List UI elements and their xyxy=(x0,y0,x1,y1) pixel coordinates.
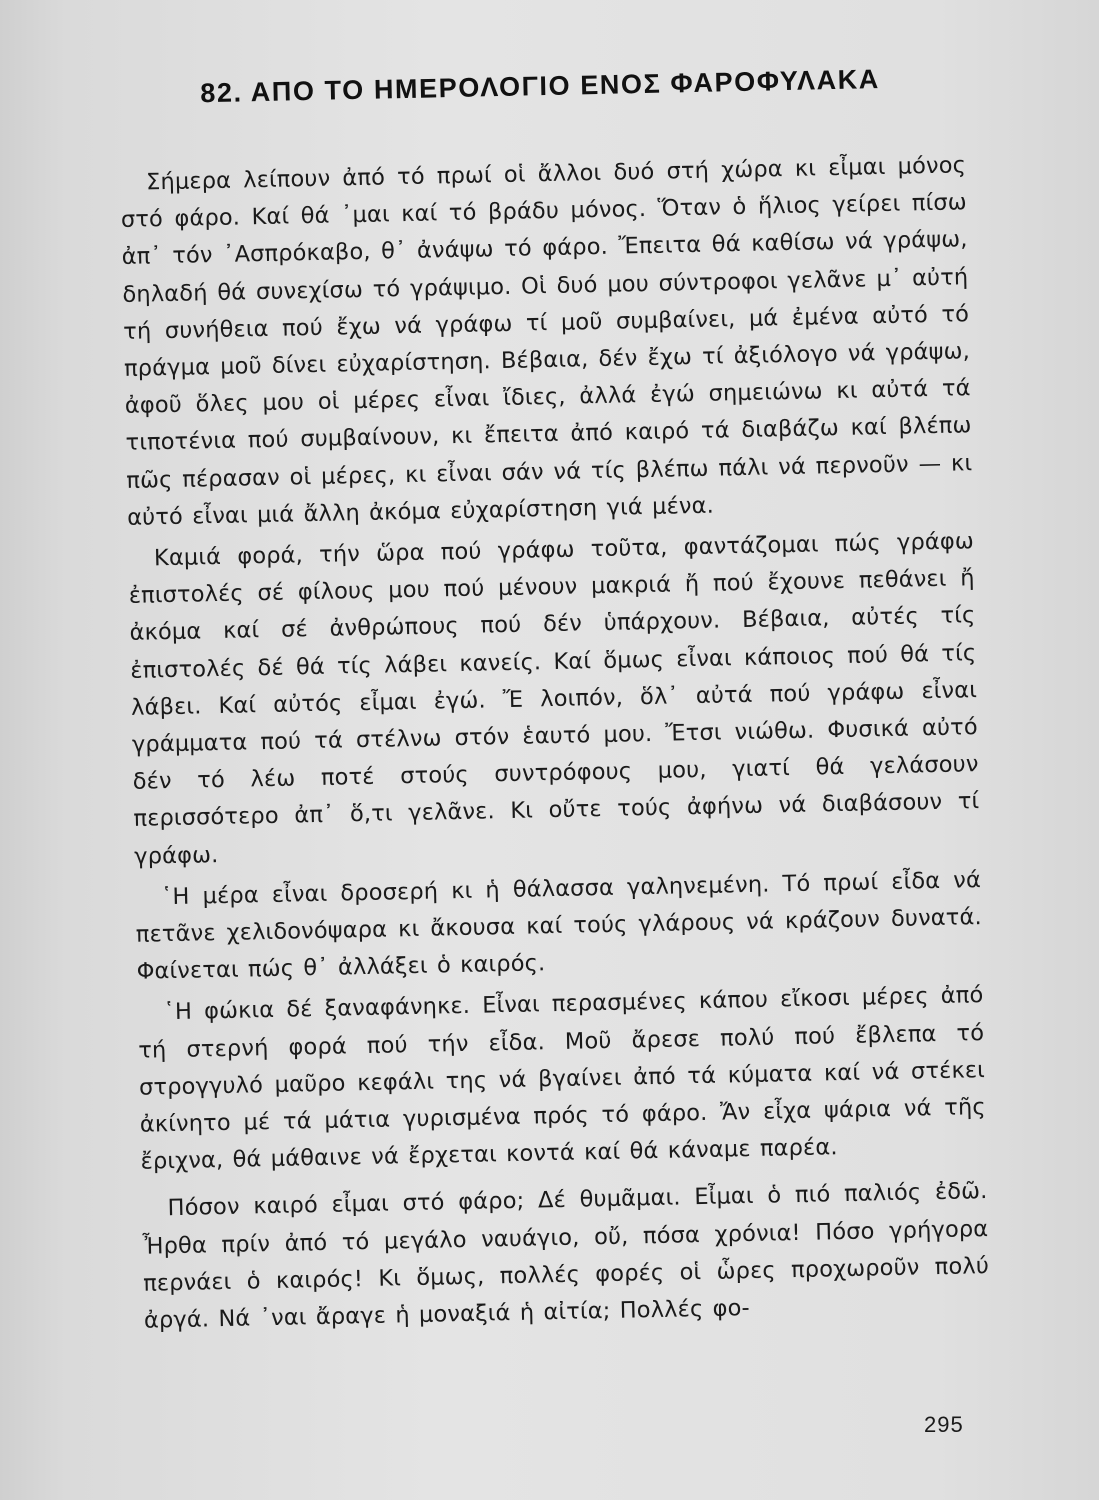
paragraph-1: Σήμερα λείπουν ἀπό τό πρωί οἱ ἄλλοι δυό στή χώρα κι εἶμαι μόνος στό φάρο. Καί θά ᾿μαι καί τό βράδυ μόνος. Ὅταν ὁ ἥλιος γείρει πίσω ἀπ᾿ τόν ᾿Ασπρόκαβο, θ᾿ ἀνάψω τό φάρο. Ἔπειτα θά καθίσω νά γράψω, δηλαδή θά συνεχίσω τό γράψιμο. Οἱ δυό μου σύντροφοι γελᾶνε μ᾿ αὐτή τή συνήθεια πού ἔχω νά γράφω τί μοῦ συμβαίνει, μά ἐμένα αὐτό τό πράγμα μοῦ δίνει εὐχαρίστηση. Βέβαια, δέν ἔχω τί ἀξιόλογο νά γράψω, ἀφοῦ ὅλες μου οἱ μέρες εἶναι ἴδιες, ἀλλά ἐγώ σημειώνω κι αὐτά τά τιποτένια πού συμβαίνουν, κι ἔπειτα ἀπό καιρό τά διαβάζω καί βλέπω πῶς πέρασαν οἱ μέρες, κι εἶναι σάν νά τίς βλέπω πάλι νά περνοῦν — κι αὐτό εἶναι μιά ἄλλη ἀκόμα εὐχαρίστηση γιά μένα. xyxy=(120,152,973,531)
page-number: 295 xyxy=(924,1412,964,1437)
paragraph-4: ῾Η φώκια δέ ξαναφάνηκε. Εἶναι περασμένες κάπου εἴκοσι μέρες ἀπό τή στερνή φορά πού τήν εἶδα. Μοῦ ἄρεσε πολύ πού ἔβλεπα τό στρογγυλό μαῦρο κεφάλι της νά βγαίνει ἀπό τά κύματα καί νά στέκει ἀκίνητο μέ τά μάτια γυρισμένα πρός τό φάρο. Ἄν εἶχα ψάρια νά τῆς ἔριχνα, θά μάθαινε νά ἔρχεται κοντά καί θά κάναμε παρέα. xyxy=(138,982,986,1176)
paragraph-2: Καμιά φορά, τήν ὥρα πού γράφω τοῦτα, φαντάζομαι πώς γράφω ἐπιστολές σέ φίλους μου πού μένουν μακριά ἤ πού ἔχουνε πεθάνει ἤ ἀκόμα καί σέ ἀνθρώπους πού δέν ὑπάρχουν. Βέβαια, αὐτές τίς ἐπιστολές δέ θά τίς λάβει κανείς. Καί ὅμως εἶναι κάποιος πού θά τίς λάβει. Καί αὐτός εἶμαι ἐγώ. Ἔ λοιπόν, ὅλ᾿ αὐτά πού γράφω εἶναι γράμματα πού τά στέλνω στόν ἑαυτό μου. Ἔτσι νιώθω. Φυσικά αὐτό δέν τό λέω ποτέ στούς συντρόφους μου, γιατί θά γελάσουν περισσότερο ἀπ᾿ ὅ,τι γελᾶνε. Κι οὔτε τούς ἀφήνω νά διαβάσουν τί γράφω. xyxy=(128,528,980,870)
paragraph-3: ῾Η μέρα εἶναι δροσερή κι ἡ θάλασσα γαληνεμένη. Τό πρωί εἶδα νά πετᾶνε χελιδονόψαρα κι ἄκουσα καί τούς γλάρους νά κράζουν δυνατά. Φαίνεται πώς θ᾿ ἀλλάξει ὁ καιρός. xyxy=(135,866,982,986)
chapter-title: 82. ΑΠΟ ΤΟ ΗΜΕΡΟΛΟΓΙΟ ΕΝΟΣ ΦΑΡΟΦΥΛΑΚΑ xyxy=(199,64,881,109)
paragraph-5: Πόσον καιρό εἶμαι στό φάρο; Δέ θυμᾶμαι. Εἶμαι ὁ πιό παλιός ἐδῶ. Ἦρθα πρίν ἀπό τό μεγάλο ναυάγιο, οὔ, πόσα χρόνια! Πόσο γρήγορα περνάει ὁ καιρός! Κι ὅμως, πολλές φορές οἱ ὧρες προχωροῦν πολύ ἀργά. Νά ᾿ναι ἄραγε ἡ μοναξιά ἡ αἰτία; Πολλές φο- xyxy=(142,1178,990,1334)
page-content xyxy=(118,62,990,1344)
